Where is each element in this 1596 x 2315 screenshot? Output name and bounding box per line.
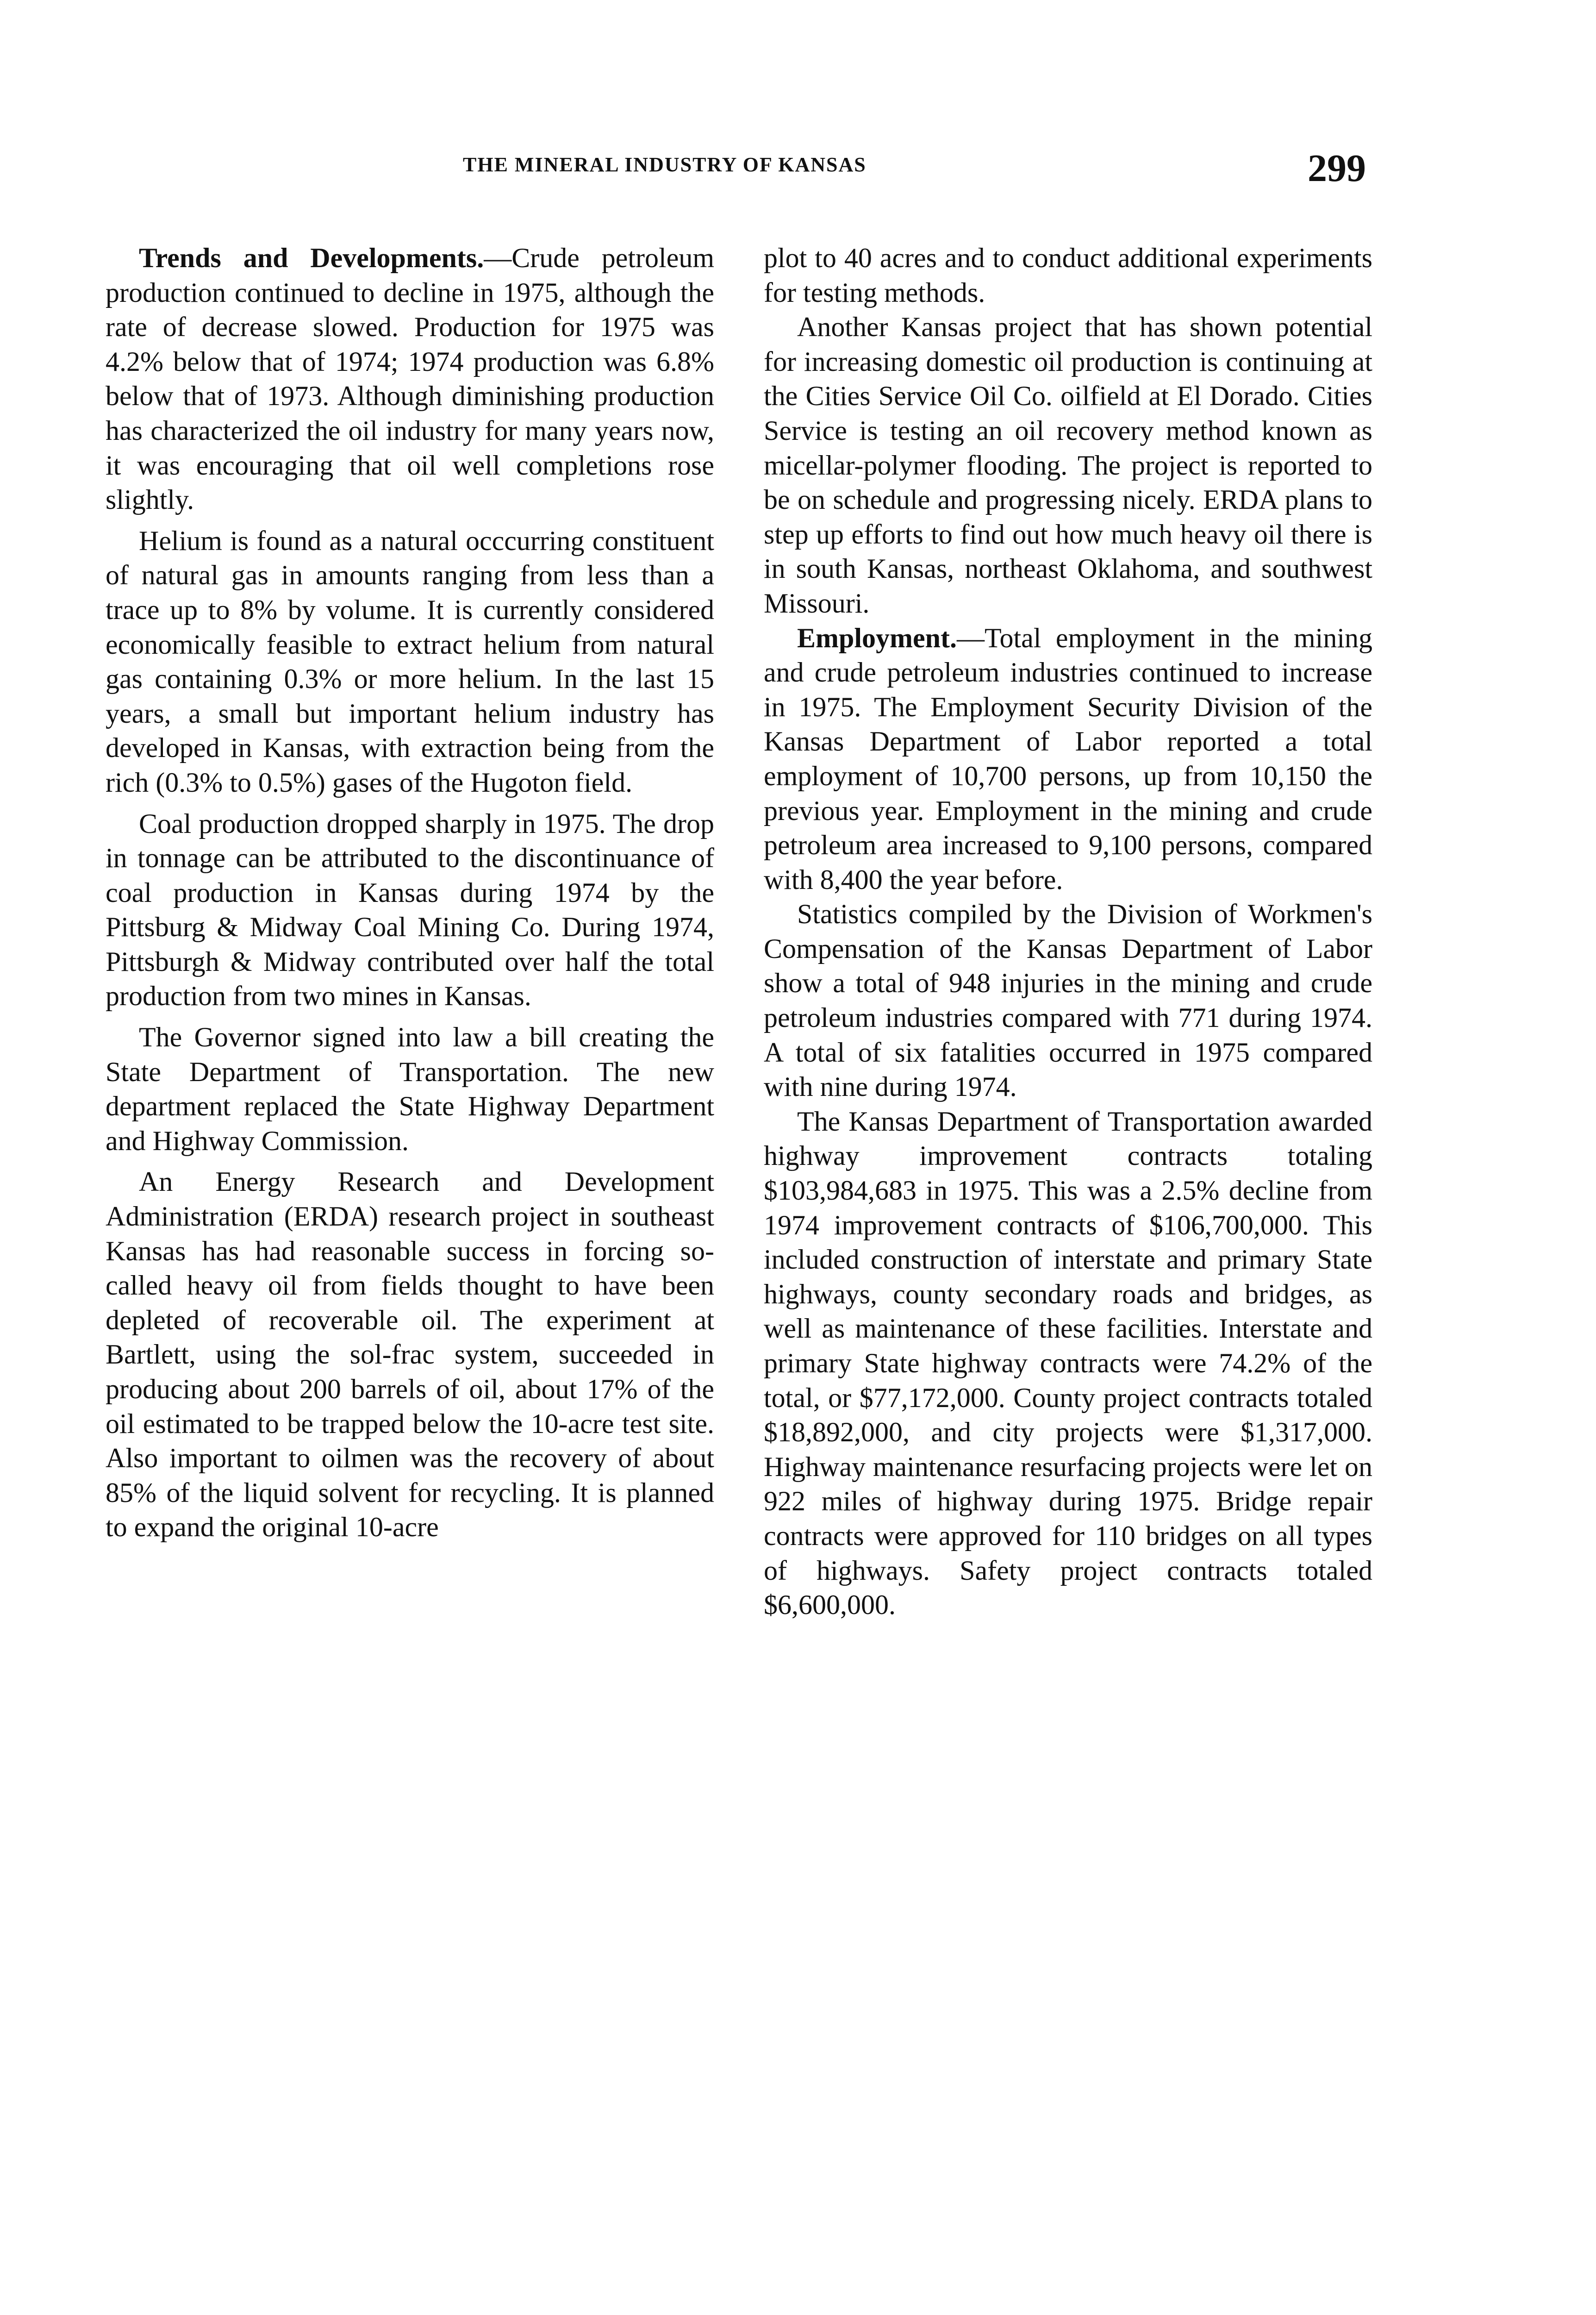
paragraph-governor: The Governor signed into law a bill creating the State Department of Transportation. The new department replaced the State Highway Department and Highway Commission.: [106, 1022, 714, 1156]
paragraph-text: —Total employment in the mining and crude petroleum industries continued to increase in 1975. The Employment Security Division of the Kansas Department of Labor reported a total employment of 10,700 persons, up from 10,150 the previous year. Employment in the mining and crude petroleum area increased to 9,100 persons, compared with 8,400 the year before.: [764, 622, 1372, 895]
right-column: [764, 241, 1372, 1622]
paragraph-helium: Helium is found as a natural occcurring constituent of natural gas in amounts ranging from less than a trace up to 8% by volume. It is currently considered economically feasible to extract helium from natural gas containing 0.3% or more helium. In the last 15 years, a small but important helium industry has developed in Kansas, with extraction being from the rich (0.3% to 0.5%) gases of the Hugoton field.: [106, 525, 714, 798]
section-heading-trends: Trends and Developments.: [139, 243, 484, 273]
paragraph-coal: Coal production dropped sharply in 1975. The drop in tonnage can be attributed to the discontinuance of coal production in Kansas during 1974 by the Pittsburg & Midway Coal Mining Co. During 1974, Pittsburgh & Midway contributed over half the total production from two mines in Kansas.: [106, 808, 714, 1012]
page-number: 299: [1308, 147, 1366, 190]
left-column: [106, 241, 714, 1545]
paragraph-trends: [106, 241, 714, 517]
paragraph-statistics: Statistics compiled by the Division of Workmen's Compensation of the Kansas Department of Labor show a total of 948 injuries in the mining and crude petroleum industries compared with 771 during 1974. A total of six fatalities occurred in 1975 compared with nine during 1974.: [764, 899, 1372, 1102]
paragraph-text: —Crude petroleum production continued to decline in 1975, although the rate of decrease slowed. Production for 1975 was 4.2% below that of 1974; 1974 production was 6.8% below that of 1973. Although diminishing production has characterized the oil industry for many years now, it was encouraging that oil well completions rose slightly.: [106, 243, 714, 515]
paragraph-erda: An Energy Research and Development Administration (ERDA) research project in southeast Kansas has had reasonable success in forcing so-called heavy oil from fields thought to have been depleted of recoverable oil. The experiment at Bartlett, using the sol-frac system, succeeded in producing about 200 barrels of oil, about 17% of the oil estimated to be trapped below the 10-acre test site. Also important to oilmen was the recovery of about 85% of the liquid solvent for recycling. It is planned to expand the original 10-acre: [106, 1166, 714, 1543]
paragraph-transportation: The Kansas Department of Transportation awarded highway improvement contracts totaling $103,984,683 in 1975. This was a 2.5% decline from 1974 improvement contracts of $106,700,000. This included construction of interstate and primary State highways, county secondary roads and bridges, as well as maintenance of these facilities. Interstate and primary State highway contracts were 74.2% of the total, or $77,172,000. County project contracts totaled $18,892,000, and city projects were $1,317,000. Highway maintenance resurfacing projects were let on 922 miles of highway during 1975. Bridge repair contracts were approved for 110 bridges on all types of highways. Safety project contracts totaled $6,600,000.: [764, 1106, 1372, 1620]
paragraph-employment: [764, 621, 1372, 897]
paragraph-erda-continued: plot to 40 acres and to conduct additional experiments for testing methods.: [764, 243, 1372, 308]
running-header: THE MINERAL INDUSTRY OF KANSAS: [463, 153, 867, 176]
paragraph-el-dorado: Another Kansas project that has shown potential for increasing domestic oil production is continuing at the Cities Service Oil Co. oilfield at El Dorado. Cities Service is testing an oil recovery method known as micellar-polymer flooding. The project is reported to be on schedule and progressing nicely. ERDA plans to step up efforts to find out how much heavy oil there is in south Kansas, northeast Oklahoma, and southwest Missouri.: [764, 312, 1372, 619]
section-heading-employment: Employment.: [797, 622, 957, 653]
